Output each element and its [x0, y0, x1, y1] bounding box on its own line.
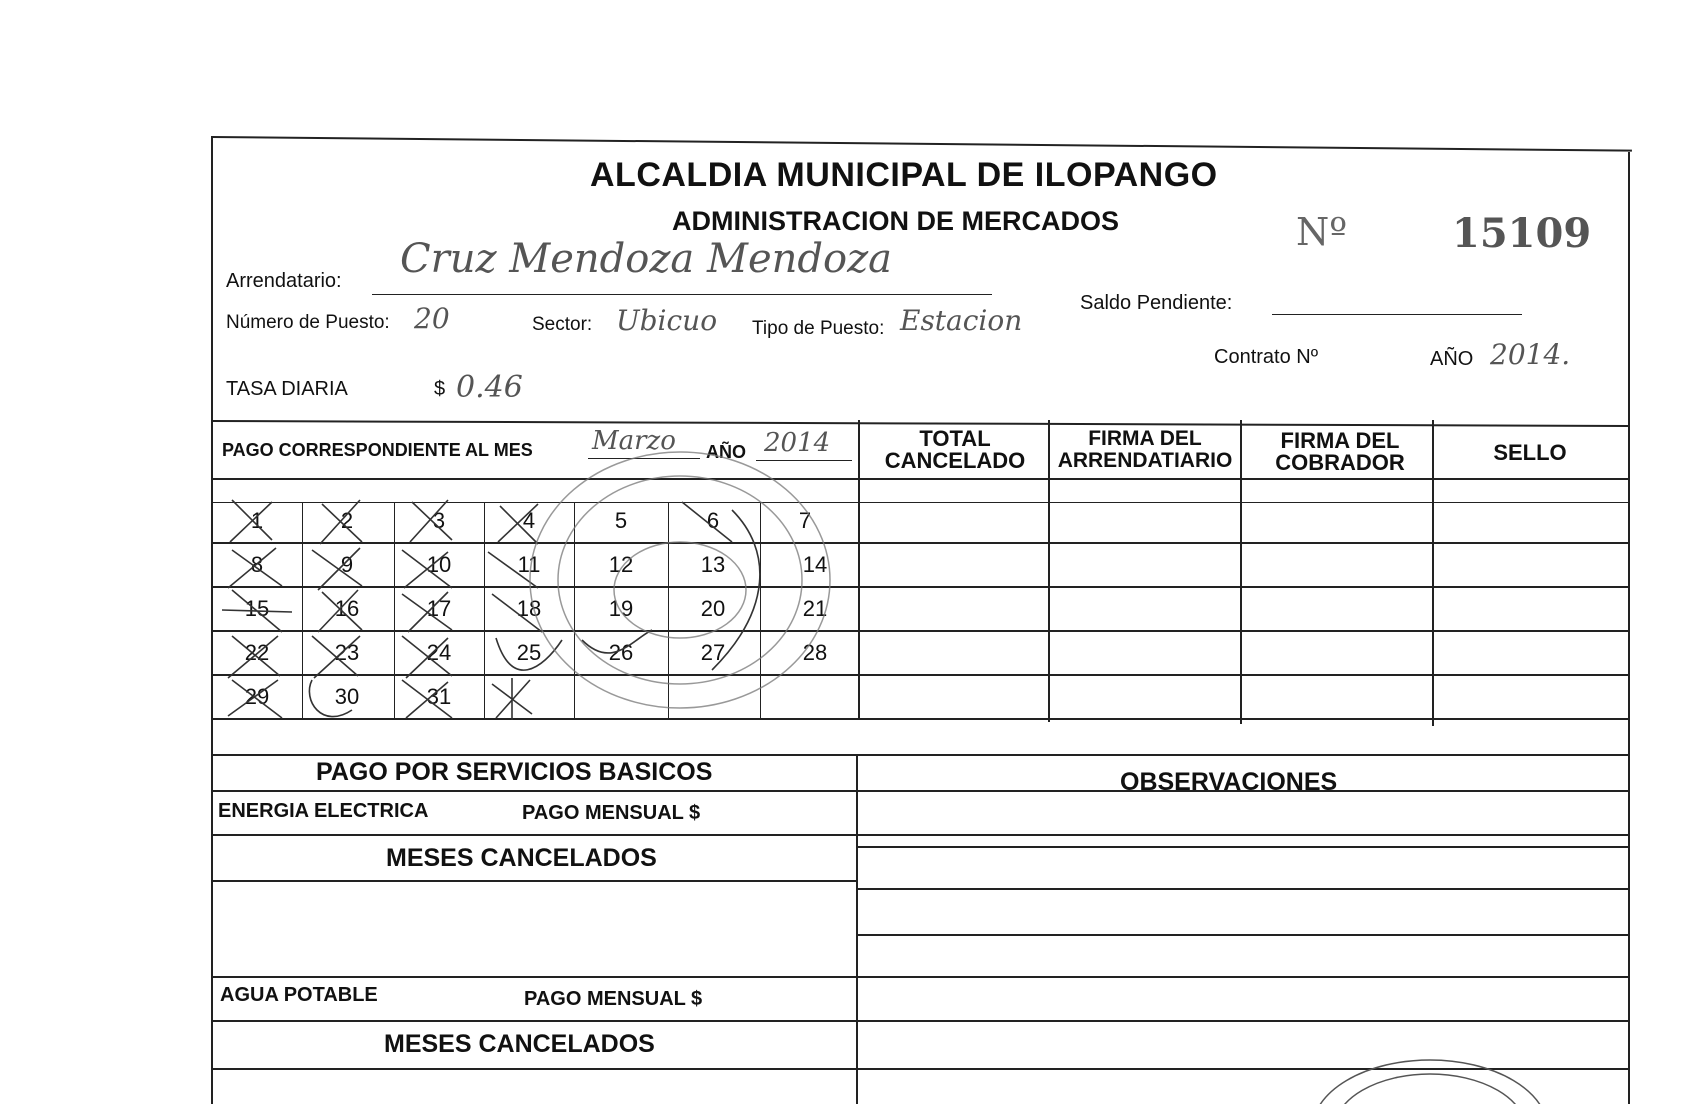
day-cell[interactable]: 22 — [244, 640, 270, 665]
energia-meses-line — [212, 880, 856, 882]
day-cell[interactable]: 19 — [608, 596, 634, 621]
obs-line-3 — [856, 934, 1628, 936]
day-cell[interactable]: 2 — [340, 508, 354, 533]
payment-header-line — [212, 478, 1628, 480]
energia-meses-label: MESES CANCELADOS — [386, 844, 657, 872]
agua-top-line — [212, 976, 1628, 978]
puesto-label: Número de Puesto: — [226, 312, 390, 333]
page-title: ALCALDIA MUNICIPAL DE ILOPANGO — [590, 156, 1218, 194]
day-cell[interactable]: 30 — [334, 684, 360, 709]
day-cell[interactable]: 6 — [706, 508, 720, 533]
day-cell[interactable]: 16 — [334, 596, 360, 621]
day-cell[interactable]: 9 — [340, 552, 354, 577]
official-seal-icon — [520, 440, 860, 720]
puesto-value[interactable]: 20 — [414, 302, 450, 335]
pago-anio-label: AÑO — [706, 442, 746, 462]
day-cell[interactable]: 3 — [432, 508, 446, 533]
day-cell[interactable]: 29 — [244, 684, 270, 709]
day-cell[interactable]: 23 — [334, 640, 360, 665]
day-cell[interactable]: 13 — [700, 552, 726, 577]
form-right-border — [1628, 152, 1630, 1104]
day-cell[interactable]: 27 — [700, 640, 726, 665]
contrato-label: Contrato Nº — [1214, 346, 1319, 368]
day-cell[interactable]: 1 — [250, 508, 264, 533]
mes-value[interactable]: Marzo — [592, 426, 676, 456]
page-subtitle: ADMINISTRACION DE MERCADOS — [672, 206, 1120, 236]
agua-line — [212, 1020, 1628, 1022]
saldo-underline[interactable] — [1272, 314, 1522, 315]
services-top-line — [212, 754, 1628, 756]
saldo-label: Saldo Pendiente: — [1080, 292, 1233, 314]
day-cell[interactable]: 7 — [798, 508, 812, 533]
tipo-label: Tipo de Puesto: — [752, 318, 885, 339]
day-cell[interactable]: 28 — [802, 640, 828, 665]
energia-line — [212, 834, 1628, 836]
energia-label: ENERGIA ELECTRICA — [218, 800, 429, 822]
day-cell[interactable]: 18 — [516, 596, 542, 621]
energia-pago-label: PAGO MENSUAL $ — [522, 802, 701, 824]
sector-value[interactable]: Ubicuo — [616, 304, 718, 337]
day-cell[interactable]: 31 — [426, 684, 452, 709]
pago-anio-value[interactable]: 2014 — [764, 428, 831, 458]
col-firma-arr-header: FIRMA DEL ARRENDATIARIO — [1057, 427, 1233, 472]
arrendatario-value[interactable]: Cruz Mendoza Mendoza — [400, 236, 892, 282]
services-title-line — [212, 790, 1628, 792]
tipo-value[interactable]: Estacion — [900, 304, 1023, 337]
obs-line-1 — [856, 846, 1628, 848]
agua-pago-label: PAGO MENSUAL $ — [524, 988, 703, 1010]
services-title: PAGO POR SERVICIOS BASICOS — [316, 758, 713, 786]
day-cell[interactable]: 11 — [517, 552, 541, 577]
agua-meses-label: MESES CANCELADOS — [384, 1030, 655, 1058]
col-firma-cob-header: FIRMA DEL COBRADOR — [1275, 428, 1405, 475]
form-top-border — [212, 136, 1632, 152]
day-cell[interactable]: 8 — [250, 552, 264, 577]
day-cell[interactable]: 5 — [614, 508, 628, 533]
anio-label: AÑO — [1430, 348, 1474, 370]
day-cell[interactable]: 26 — [608, 640, 634, 665]
form-number: 15109 — [1452, 210, 1592, 257]
observaciones-title: OBSERVACIONES — [1120, 768, 1338, 796]
bottom-stamp-icon — [1300, 1050, 1560, 1104]
col-sello-header: SELLO — [1493, 440, 1567, 465]
col-sep-4 — [1432, 420, 1434, 726]
tasa-label: TASA DIARIA — [226, 378, 348, 400]
day-cell[interactable]: 12 — [608, 552, 634, 577]
arrendatario-label: Arrendatario: — [226, 270, 342, 292]
tasa-value[interactable]: 0.46 — [456, 370, 523, 405]
services-divider — [856, 754, 858, 1104]
sector-label: Sector: — [532, 314, 593, 335]
day-cell[interactable]: 10 — [426, 552, 452, 577]
day-cell[interactable]: 17 — [426, 596, 452, 621]
day-cell[interactable]: 21 — [802, 596, 828, 621]
day-cell[interactable]: 15 — [244, 596, 270, 621]
day-cell[interactable]: 4 — [522, 508, 536, 533]
col-total-header: TOTAL CANCELADO — [884, 426, 1026, 473]
agua-label: AGUA POTABLE — [220, 984, 378, 1006]
anio-value[interactable]: 2014. — [1490, 338, 1571, 371]
mes-label: PAGO CORRESPONDIENTE AL MES — [222, 440, 533, 460]
day-cell[interactable]: 20 — [700, 596, 726, 621]
day-cell[interactable]: 14 — [802, 552, 828, 577]
tasa-currency: $ — [434, 378, 446, 400]
day-cell[interactable]: 25 — [516, 640, 542, 665]
form-number-label: Nº — [1296, 210, 1348, 254]
obs-line-2 — [856, 888, 1628, 890]
col-sep-3 — [1240, 420, 1242, 724]
arrendatario-underline — [372, 294, 992, 295]
day-cell[interactable]: 24 — [426, 640, 452, 665]
